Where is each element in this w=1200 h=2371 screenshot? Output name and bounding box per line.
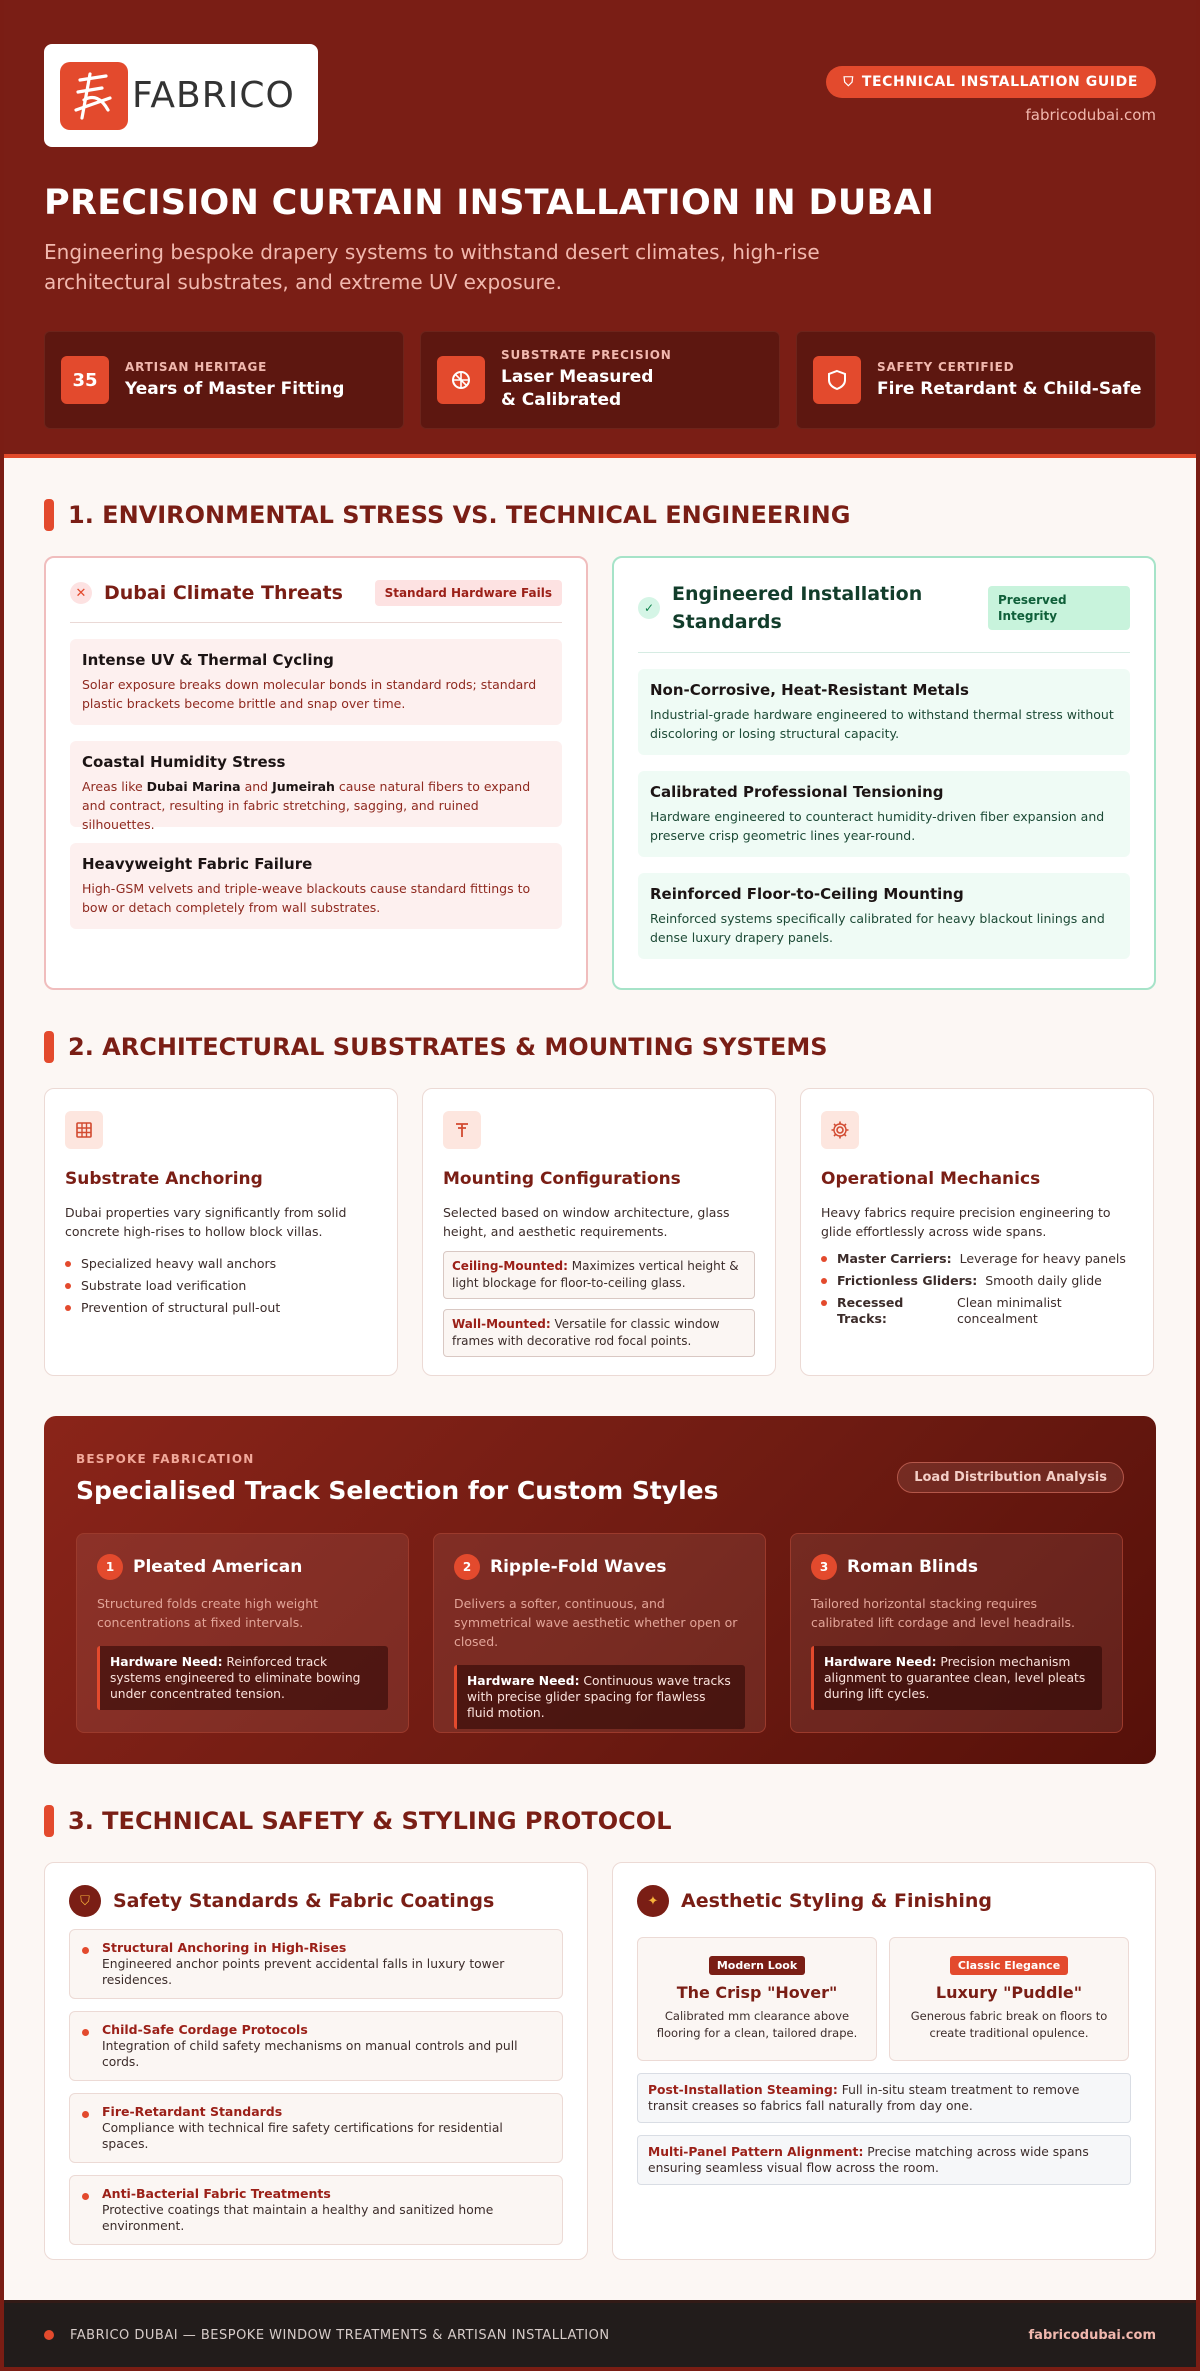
hero-header [4,0,1196,458]
track-card [433,1533,766,1733]
stats-row [44,331,1156,429]
threat-desc: Areas like Dubai Marina and Jumeirah cause natural fibers to expand and contract, resulting in fabric stretching, sagging, and ruined silhouettes. [82,779,531,832]
list-item: Prevention of structural pull-out [65,1297,377,1319]
shield-icon: ⛉ [69,1885,101,1917]
stat-value: Years of Master Fitting [125,378,345,399]
stat-card-heritage [44,331,404,429]
stat-card-safety [796,331,1156,429]
threat-desc: Solar exposure breaks down molecular bonds in standard rods; standard plastic brackets become brittle and snap over time. [82,677,537,711]
card-title: Operational Mechanics [821,1169,1041,1189]
hardware-need: Hardware Need: Reinforced track systems engineered to eliminate bowing under concentrated tension. [97,1646,388,1710]
threat-item [70,843,562,929]
look-title: The Crisp "Hover" [676,1983,838,2002]
track-card [790,1533,1123,1733]
grid-icon [65,1111,103,1149]
standard-title: Reinforced Floor-to-Ceiling Mounting [650,885,964,903]
card-desc: Heavy fabrics require precision engineering to glide effortlessly across wide spans. [821,1205,1111,1239]
shield-icon [813,356,861,404]
footer-site-link[interactable]: fabricodubai.com [1028,2327,1156,2343]
footer-text: FABRICO DUBAI — BESPOKE WINDOW TREATMENTS & ARTISAN INSTALLATION [70,2327,610,2343]
mechanic-row: Frictionless Gliders: Smooth daily glide [821,1273,1133,1289]
look-desc: Generous fabric break on floors to create traditional opulence. [910,2009,1108,2040]
safety-item-title: Structural Anchoring in High-Rises [102,1940,347,1955]
card-title: Safety Standards & Fabric Coatings [113,1890,495,1912]
card-title: Mounting Configurations [443,1169,681,1189]
section-1-title [44,498,1156,532]
stat-value: Laser Measured & Calibrated [501,367,654,410]
aesthetic-styling-card [612,1862,1156,2260]
load-distribution-button[interactable]: Load Distribution Analysis [897,1462,1124,1493]
mechanic-row: Master Carriers: Leverage for heavy panels [821,1251,1133,1267]
check-icon: ✓ [638,597,660,619]
safety-item [69,2175,563,2245]
standard-item [638,669,1130,755]
climate-threats-card [44,556,588,990]
safety-item [69,2011,563,2081]
stat-card-precision [420,331,780,429]
section-1-grid [44,556,1156,990]
logo[interactable] [44,44,318,147]
engineered-standards-card [612,556,1156,990]
safety-item-desc: Compliance with technical fire safety certifications for residential spaces. [102,2121,503,2151]
hardware-need: Hardware Need: Precision mechanism alignment to guarantee clean, level pleats during lift cycles. [811,1646,1102,1710]
bullet-icon [44,2330,54,2340]
stat-number-badge: 35 [61,356,109,404]
card-title: Aesthetic Styling & Finishing [681,1890,992,1912]
stat-value: Fire Retardant & Child-Safe [877,378,1142,399]
substrate-anchoring-card [44,1088,398,1376]
look-title: Luxury "Puddle" [935,1983,1083,2002]
finishing-note: Post-Installation Steaming: Full in-situ steam treatment to remove transit creases so fabrics fall naturally from day one. [637,2073,1131,2123]
section-3-grid [44,1862,1156,2260]
safety-item-title: Fire-Retardant Standards [102,2104,283,2119]
section-2-grid [44,1088,1156,1376]
stat-kicker: SAFETY CERTIFIED [877,359,1015,374]
mounting-configurations-card [422,1088,776,1376]
close-icon: ✕ [70,582,92,604]
track-desc: Delivers a softer, continuous, and symmetrical wave aesthetic whether open or closed. [454,1596,738,1649]
hardware-need: Hardware Need: Continuous wave tracks with precise glider spacing for flawless fluid motion. [454,1665,745,1729]
list-item: Specialized heavy wall anchors [65,1253,377,1275]
stat-kicker: SUBSTRATE PRECISION [501,348,672,362]
step-number: 3 [811,1554,837,1580]
standard-title: Non-Corrosive, Heat-Resistant Metals [650,681,969,699]
look-card-hover [637,1937,877,2061]
safety-item-desc: Engineered anchor points prevent accidental falls in luxury tower residences. [102,1957,505,1987]
mount-icon [443,1111,481,1149]
threat-title: Heavyweight Fabric Failure [82,855,313,873]
track-desc: Structured folds create high weight concentrations at fixed intervals. [97,1596,319,1630]
track-title: Ripple-Fold Waves [490,1557,667,1577]
card-title: Engineered Installation Standards [672,583,923,633]
safety-item [69,2093,563,2163]
crosshair-icon [437,356,485,404]
sparkle-icon: ✦ [637,1885,669,1917]
safety-item-title: Anti-Bacterial Fabric Treatments [102,2186,331,2201]
gear-icon [821,1111,859,1149]
hero-divider [4,454,1196,458]
page-subtitle: Engineering bespoke drapery systems to withstand desert climates, high-rise architectural substrates, and extreme UV exposure. [44,240,820,294]
look-desc: Calibrated mm clearance above flooring for a clean, tailored drape. [656,2009,858,2040]
bullet-list [65,1253,377,1319]
standard-item [638,771,1130,857]
standard-desc: Reinforced systems specifically calibrated for heavy blackout linings and dense luxury drapery panels. [650,911,1105,945]
safety-item [69,1929,563,1999]
status-badge: Standard Hardware Fails [375,580,562,606]
stat-kicker: ARTISAN HERITAGE [125,359,268,374]
track-title: Roman Blinds [847,1557,978,1577]
shield-icon: ⛉ [843,74,854,90]
safety-item-title: Child-Safe Cordage Protocols [102,2022,308,2037]
section-marker [44,499,54,531]
guide-badge [826,66,1157,98]
threat-title: Intense UV & Thermal Cycling [82,651,334,669]
track-desc: Tailored horizontal stacking requires calibrated lift cordage and level headrails. [811,1596,1075,1630]
section-1-title-text: 1. ENVIRONMENTAL STRESS VS. TECHNICAL ENGINEERING [68,501,851,529]
main-content [4,458,1196,2300]
threat-title: Coastal Humidity Stress [82,753,286,771]
mechanic-row: Recessed Tracks: Clean minimalist concealment [821,1295,1133,1327]
section-3-title [44,1804,1156,1838]
page-footer [4,2300,1196,2367]
section-2-title-text: 2. ARCHITECTURAL SUBSTRATES & MOUNTING SYSTEMS [68,1033,828,1061]
mount-option: Ceiling-Mounted: Maximizes vertical height & light blockage for floor-to-ceiling glass. [443,1251,755,1299]
card-desc: Selected based on window architecture, glass height, and aesthetic requirements. [443,1205,730,1239]
bespoke-fabrication-panel [44,1416,1156,1764]
standard-item [638,873,1130,959]
card-header [70,580,562,623]
look-tag: Modern Look [709,1956,805,1975]
look-card-puddle [889,1937,1129,2061]
card-header [638,580,1130,653]
logo-text: FABRICO [132,75,295,116]
list-item: Substrate load verification [65,1275,377,1297]
card-desc: Dubai properties vary significantly from solid concrete high-rises to hollow block villas. [65,1205,347,1239]
section-marker [44,1031,54,1063]
step-number: 1 [97,1554,123,1580]
panel-kicker: BESPOKE FABRICATION [76,1452,255,1466]
site-url-link[interactable]: fabricodubai.com [1025,106,1156,124]
status-badge: Preserved Integrity [988,586,1130,630]
safety-standards-card [44,1862,588,2260]
safety-item-desc: Integration of child safety mechanisms on manual controls and pull cords. [102,2039,518,2069]
threat-item [70,741,562,832]
guide-badge-label: TECHNICAL INSTALLATION GUIDE [861,74,1138,90]
mount-option: Wall-Mounted: Versatile for classic window frames with decorative rod focal points. [443,1309,755,1357]
section-2-title [44,1030,1156,1064]
standard-title: Calibrated Professional Tensioning [650,783,944,801]
track-card [76,1533,409,1733]
standard-desc: Hardware engineered to counteract humidity-driven fiber expansion and preserve crisp geometric lines year-round. [650,809,1105,843]
threat-desc: High-GSM velvets and triple-weave blackouts cause standard fittings to bow or detach completely from wall substrates. [82,881,531,915]
threat-item [70,639,562,725]
finishing-note: Multi-Panel Pattern Alignment: Precise matching across wide spans ensuring seamless visual flow across the room. [637,2135,1131,2185]
look-tag: Classic Elegance [950,1956,1068,1975]
card-title: Substrate Anchoring [65,1169,263,1189]
section-3-title-text: 3. TECHNICAL SAFETY & STYLING PROTOCOL [68,1807,672,1835]
step-number: 2 [454,1554,480,1580]
section-marker [44,1805,54,1837]
card-title: Dubai Climate Threats [104,582,343,604]
safety-item-desc: Protective coatings that maintain a healthy and sanitized home environment. [102,2203,494,2233]
panel-title: Specialised Track Selection for Custom Styles [76,1476,719,1505]
look-options [637,1937,1131,2061]
track-title: Pleated American [133,1557,303,1577]
page-title: PRECISION CURTAIN INSTALLATION IN DUBAI [44,183,935,223]
standard-desc: Industrial-grade hardware engineered to withstand thermal stress without discoloring or losing structural capacity. [650,707,1114,741]
operational-mechanics-card [800,1088,1154,1376]
track-grid [76,1533,1124,1733]
logo-mark-icon [60,62,128,130]
